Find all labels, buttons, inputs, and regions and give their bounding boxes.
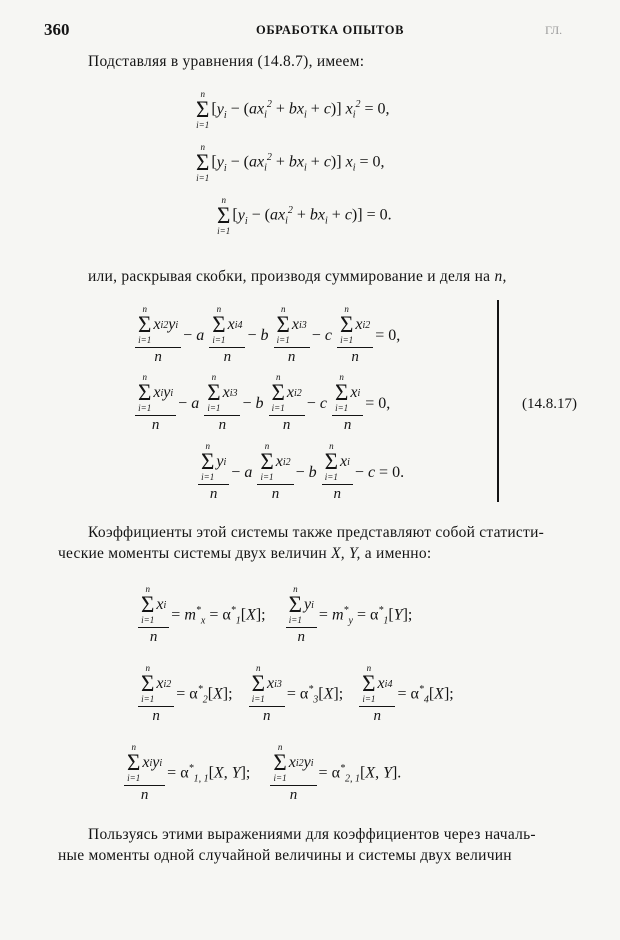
system-row-3: n Σ i=1 y i n − a n Σ i=1 x i 2 n − b n Σ i=1 x i n − c = 0. bbox=[196, 442, 407, 503]
system-row-1: n Σ i=1 x i 2 y i n − a n Σ i=1 x i 4 n − b n Σ i=1 x i 3 n − c n Σ i=1 x i 2 n = 0, bbox=[133, 305, 403, 366]
system-brace bbox=[497, 300, 499, 502]
equation-sum-x: n Σ i=1 $[y_i - (ax_i^2 + bx_i + c)] x_i = 0$, bbox=[196, 142, 385, 183]
equation-sum-1: n Σ i=1 $[y_i - (ax_i^2 + bx_i + c)] = 0$. bbox=[217, 195, 392, 236]
final-paragraph-line1: Пользуясь этими выражениями для коэффициентов через началь- bbox=[88, 826, 536, 843]
chapter-label: ГЛ. bbox=[545, 23, 563, 37]
coef-paragraph-line1: Коэффициенты этой системы также представляют собой статисти- bbox=[88, 524, 545, 541]
final-paragraph-line2: ные моменты одной случайной величины и системы двух величин bbox=[58, 847, 512, 864]
page-number: 360 bbox=[44, 20, 70, 39]
moment-row-1: n Σ i=1 x i n = $m^*_x = \alpha^*_1[X]$; n Σ i=1 y i n = $m^*_y = \alpha^*_1[Y]$; bbox=[136, 585, 415, 646]
intro-paragraph: Подставляя в уравнения (14.8.7), имеем: bbox=[88, 53, 365, 70]
coef-paragraph-line2: ческие моменты системы двух величин X, Y, а именно: bbox=[58, 545, 432, 562]
running-title: ОБРАБОТКА ОПЫТОВ bbox=[256, 23, 405, 37]
equation-number: (14.8.17) bbox=[522, 396, 577, 412]
moment-row-3: n Σ i=1 x i y i n = $\alpha^*_{1, 1}[X$, Y]; n Σ i=1 x i 2 y i n = $\alpha^*_{2, 1}[X$, Y]. bbox=[122, 743, 404, 804]
expand-paragraph: или, раскрывая скобки, производя суммирование и деля на n, bbox=[88, 268, 507, 285]
moment-row-2: n Σ i=1 x i 2 n = $\alpha^*_2[X]$; n Σ i=1 x i 3 n = $\alpha^*_3[X]$; n Σ i=1 x i 4 n = $\alpha^*_4[X]$; bbox=[136, 664, 457, 725]
system-row-2: n Σ i=1 x i y i n − a n Σ i=1 x i 3 n − b n Σ i=1 x i 2 n − c n Σ i=1 x i n = 0, bbox=[133, 373, 393, 434]
equation-sum-x2: n Σ i=1 $[y_i - (ax_i^2 + bx_i + c)] x_i^2 = 0$, bbox=[196, 89, 390, 130]
